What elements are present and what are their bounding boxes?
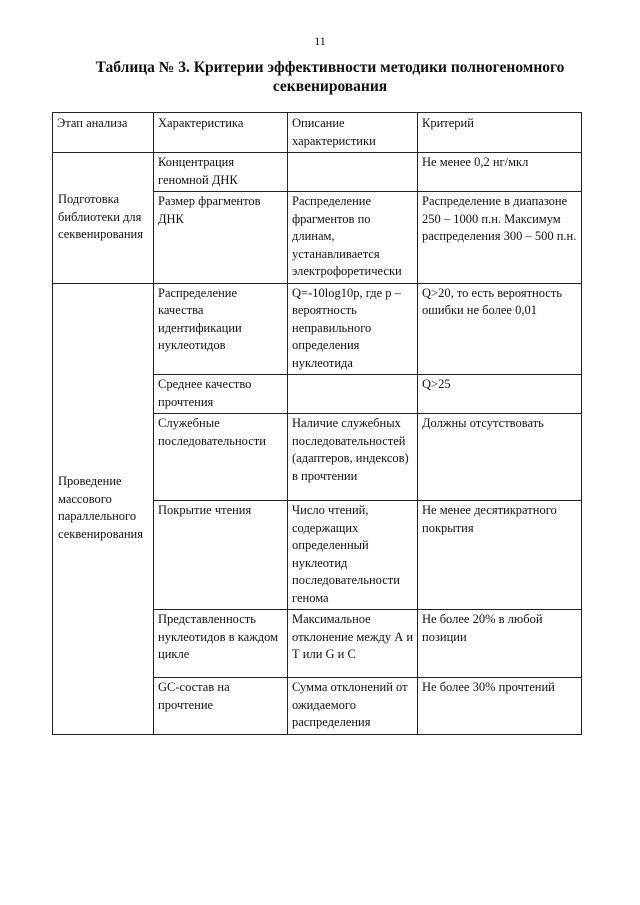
characteristic-cell: Служебные последовательности	[154, 414, 288, 501]
stage-cell: Проведение массового параллельного секвенирования	[53, 283, 154, 734]
description-cell	[288, 153, 418, 192]
description-cell: Q=-10log10p, где р – вероятность неправильного определения нуклеотида	[288, 283, 418, 375]
header-stage: Этап анализа	[53, 113, 154, 153]
characteristic-cell: Распределение качества идентификации нуклеотидов	[154, 283, 288, 375]
description-cell: Максимальное отклонение между А и Т или G и С	[288, 610, 418, 678]
characteristic-cell: Размер фрагментов ДНК	[154, 192, 288, 284]
criterion-cell: Распределение в диапазоне 250 – 1000 п.н. Максимум распределения 300 – 500 п.н.	[418, 192, 582, 284]
criterion-cell: Не более 20% в любой позиции	[418, 610, 582, 678]
criterion-cell: Не более 30% прочтений	[418, 678, 582, 735]
criterion-cell: Q>25	[418, 375, 582, 414]
criteria-table	[52, 112, 582, 735]
criterion-cell: Не менее 0,2 нг/мкл	[418, 153, 582, 192]
header-characteristic: Характеристика	[154, 113, 288, 153]
criterion-cell: Не менее десятикратного покрытия	[418, 501, 582, 610]
characteristic-cell: Покрытие чтения	[154, 501, 288, 610]
description-cell: Распределение фрагментов по длинам, устанавливается электрофоретически	[288, 192, 418, 284]
criterion-cell: Должны отсутствовать	[418, 414, 582, 501]
page-number: 11	[314, 34, 326, 48]
table-row	[53, 153, 582, 192]
description-cell: Сумма отклонений от ожидаемого распределения	[288, 678, 418, 735]
characteristic-cell: Представленность нуклеотидов в каждом цикле	[154, 610, 288, 678]
criterion-cell: Q>20, то есть вероятность ошибки не более 0,01	[418, 283, 582, 375]
page-title	[70, 58, 590, 96]
header-description: Описание характеристики	[288, 113, 418, 153]
header-criterion: Критерий	[418, 113, 582, 153]
stage-cell: Подготовка библиотеки для секвенирования	[53, 153, 154, 284]
description-cell: Число чтений, содержащих определенный нуклеотид последовательности генома	[288, 501, 418, 610]
page-title-line-2: секвенирования	[272, 78, 388, 95]
description-cell: Наличие служебных последовательностей (адаптеров, индексов) в прочтении	[288, 414, 418, 501]
table-row	[53, 283, 582, 375]
characteristic-cell: Среднее качество прочтения	[154, 375, 288, 414]
characteristic-cell: GC-состав на прочтение	[154, 678, 288, 735]
characteristic-cell: Концентрация геномной ДНК	[154, 153, 288, 192]
description-cell	[288, 375, 418, 414]
table-header-row	[53, 113, 582, 153]
page-title-line-1: Таблица № 3. Критерии эффективности методики полногеномного	[95, 59, 565, 76]
